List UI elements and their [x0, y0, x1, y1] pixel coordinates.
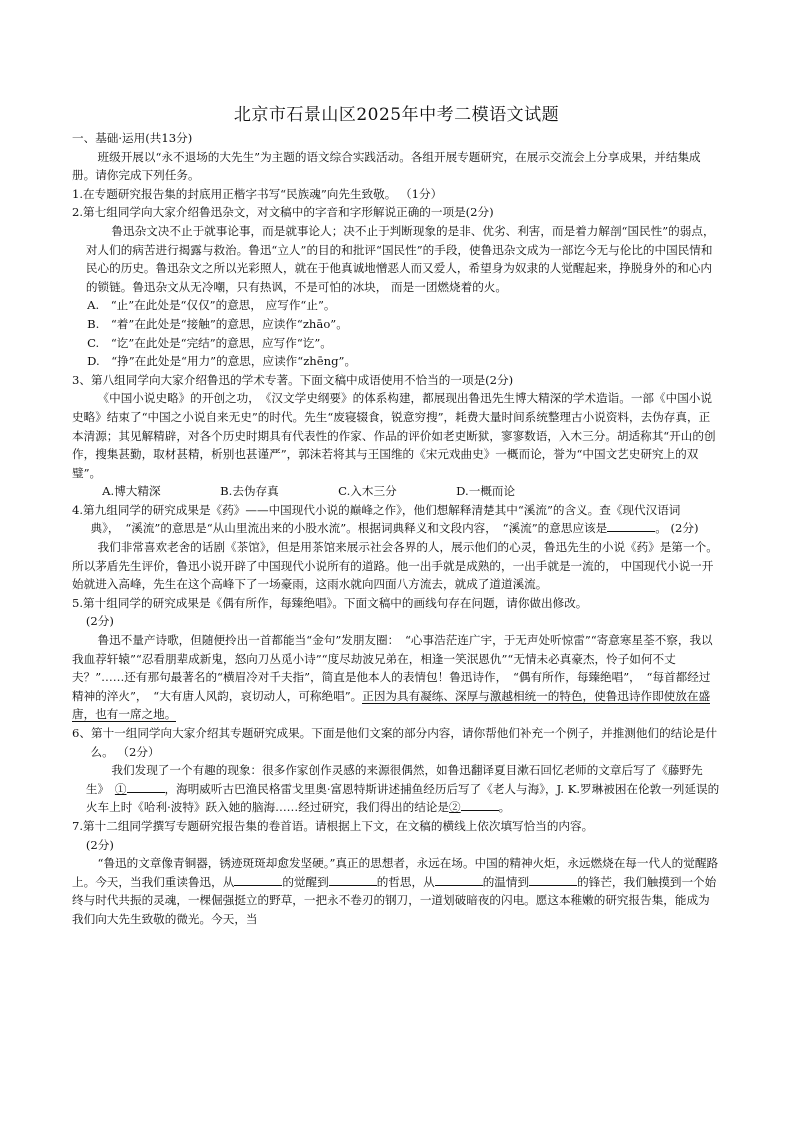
choice-b: B.去伪存真 — [220, 484, 279, 499]
question-5-passage — [72, 631, 720, 724]
page-title: 北京市石景山区2025年中考二模语文试题 — [233, 105, 560, 125]
question-6-text-a: 我们发现了一个有趣的现象：很多作家创作灵感的来源很偶然，如鲁迅翻译夏目漱石回忆老师的文章后写了《藤野先生》 — [85, 763, 703, 796]
question-2-option-c: C. “讫”在此处是“完结”的意思，应写作“讫”。 — [87, 335, 332, 350]
question-6-text-b: ，海明威听古巴渔民格雷戈里奥·富恩特斯讲述捕鱼经历后写了《老人与海》，J. K.罗琳被困在伦敦一列延误的火车上时《哈利·波特》跃入她的脑海……经过研究，我们得出的结论是 — [85, 781, 720, 815]
question-2-passage: 鲁迅杂文决不止于就事论事，而是就事论人；决不止于判断现象的是非、优劣、利害，而是着力解剖“国民性”的弱点，对人们的病苦进行揭露与救治。鲁迅“立人”的目的和批评“国民性”的手段，使鲁迅杂文成为一部讫今无与伦比的中国民情和民心的历史。鲁迅杂文之所以光彩照人，就在于他真诚地憎恶人而又爱人，希望身为奴隶的人觉醒起来，挣脱身外的和心内的锁链。鲁迅杂文从无冷嘲，只有热讽，不是可怕的冰块， 而是一团燃烧着的火。 — [85, 223, 715, 294]
answer-blank[interactable] — [435, 873, 483, 886]
question-7-score: (2分) — [85, 837, 114, 852]
question-3-choices — [72, 482, 720, 501]
question-5: 5.第十组同学的研究成果是《偶有所作，每臻绝唱》。下面文稿中的画线句存在问题，请你做出修改。 — [72, 595, 588, 610]
question-2: 2.第七组同学向大家介绍鲁迅杂文，对文稿中的字音和字形解说正确的一项是(2分) — [72, 205, 494, 220]
choice-c: C.入木三分 — [338, 484, 397, 499]
question-7-passage — [72, 854, 720, 928]
answer-blank[interactable] — [529, 873, 577, 886]
underlined-sentence: 正因为具有凝练、深厚与激越相统一的特色，使鲁迅诗作即使放在盛唐，也有一席之地。 — [72, 688, 711, 722]
answer-blank[interactable] — [461, 798, 499, 811]
question-7: 7.第十二组同学撰写专题研究报告集的卷首语。请根据上下文，在文稿的横线上依次填写恰当的内容。 — [72, 818, 594, 833]
question-6: 6、第十一组同学向大家介绍其专题研究成果。下面是他们文案的部分内容，请你帮他们补充一个例子，并推测他们的结论是什么。 （2分） — [72, 726, 718, 759]
question-6-passage — [72, 761, 720, 817]
question-5-passage-text: 鲁迅不量产诗歌，但随便拎出一首都能当“金句”发朋友圈： “心事浩茫连广宇，于无声处听惊雷”“寄意寒星荃不察，我以我血荐轩辕”“忍看朋辈成新鬼，怒向刀丛觅小诗”“度尽劫波兄弟在，相逢一笑泯恩仇”“无情未必真豪杰，怜子如何不丈夫？”……还有那句最著名的“横眉冷对千夫指”，简直是他本人的表情包！鲁迅诗作， “偶有所作，每臻绝唱”， “每首都经过精神的淬火”， “大有唐人风韵，哀切动人，可称绝唱”。 — [72, 633, 713, 703]
question-2-option-b: B. “着”在此处是“接触”的意思，应读作“zhāo”。 — [87, 316, 348, 331]
question-3: 3、第八组同学向大家介绍鲁迅的学术专著。下面文稿中成语使用不恰当的一项是(2分) — [72, 372, 514, 387]
answer-blank[interactable] — [234, 873, 282, 886]
blank-marker-2[interactable]: ② — [449, 800, 461, 815]
question-4 — [72, 501, 720, 538]
question-6-end: 。 — [498, 800, 511, 815]
question-7-text-b: 的觉醒到 — [282, 874, 329, 889]
question-7-text-c: 的哲思，从 — [376, 874, 435, 889]
answer-blank[interactable] — [329, 873, 377, 886]
question-7-text-e: 的锋芒，我们触摸到一个始终与时代共振的灵魂，一棵倔强挺立的野草，一把永不卷刃的钢刀，一道划破暗夜的闪电。愿这本稚嫩的研究报告集，能成为我们向大先生致敬的微光。今天，当 — [72, 874, 717, 926]
question-3-passage: 《中国小说史略》的开创之功， 《汉文学史纲要》的体系构建，都展现出鲁迅先生博大精深的学术造诣。一部《中国小说史略》结束了“中国之小说自来无史”的时代。先生“废寝辍食，锐意穷搜”，耗费大量时间系统整理古小说资料，去伪存真，正本清源；其见解精辟，对各个历史时期具有代表性的作家、作品的评价如老吏断狱，寥寥数语，入木三分。胡适称其“开山的创作，搜集甚勤，取材甚精，析别也甚谨严”，郭沫若将其与王国维的《宋元戏曲史》一概而论，誉为“中国文艺史研究上的双璧”。 — [72, 391, 716, 480]
question-2-option-d: D. “挣”在此处是“用力”的意思，应读作“zhēng”。 — [87, 354, 357, 369]
exam-content — [72, 129, 720, 929]
intro-paragraph: 班级开展以“永不退场的大先生”为主题的语文综合实践活动。各组开展专题研究，在展示交流会上分享成果，并结集成册。请你完成下列任务。 — [72, 149, 701, 183]
question-7-text-a: “鲁迅的文章像青铜器，锈迹斑斑却愈发坚硬。”真正的思想者，永远在场。中国的精神火炬，永远燃烧在每一代人的觉醒路上。今天，当我们重读鲁迅，从 — [72, 856, 719, 889]
question-2-option-a: A. “止”在此处是“仅仅”的意思， 应写作“止”。 — [87, 298, 336, 313]
question-5-score: (2分) — [85, 614, 114, 629]
question-4-score: 。 (2分) — [655, 521, 699, 536]
choice-d: D.一概而论 — [456, 484, 516, 499]
question-1: 1.在专题研究报告集的封底用正楷字书写“民族魂”向先生致敬。 （1分） — [72, 186, 443, 201]
blank-marker-1[interactable]: ① — [114, 781, 127, 796]
answer-blank[interactable] — [607, 519, 655, 532]
question-7-text-d: 的温情到 — [482, 874, 530, 889]
choice-a: A.博大精深 — [102, 484, 161, 499]
question-4-text: 4.第九组同学的研究成果是《药》——中国现代小说的巅峰之作》，他们想解释清楚其中“溪流”的含义。查《现代汉语词典》， “溪流”的意思是“从山里流出来的小股水流”。根据词典释义和文段内容， “溪流”的意思应该是 — [72, 502, 681, 536]
section-heading: 一、基础·运用(共13分) — [72, 131, 193, 145]
answer-blank[interactable] — [127, 780, 165, 793]
question-4-passage: 我们非常喜欢老舍的话剧《茶馆》，但是用茶馆来展示社会各界的人，展示他们的心灵，鲁迅先生的小说《药》是第一个。所以茅盾先生评价，鲁迅小说开辟了中国现代小说所有的道路。他一出手就是成熟的，一出手就是一流的， 中国现代小说一开始就进入高峰，先生在这个高峰下了一场豪雨，这雨水就向四面八方流去，就成了道道溪流。 — [72, 540, 718, 592]
